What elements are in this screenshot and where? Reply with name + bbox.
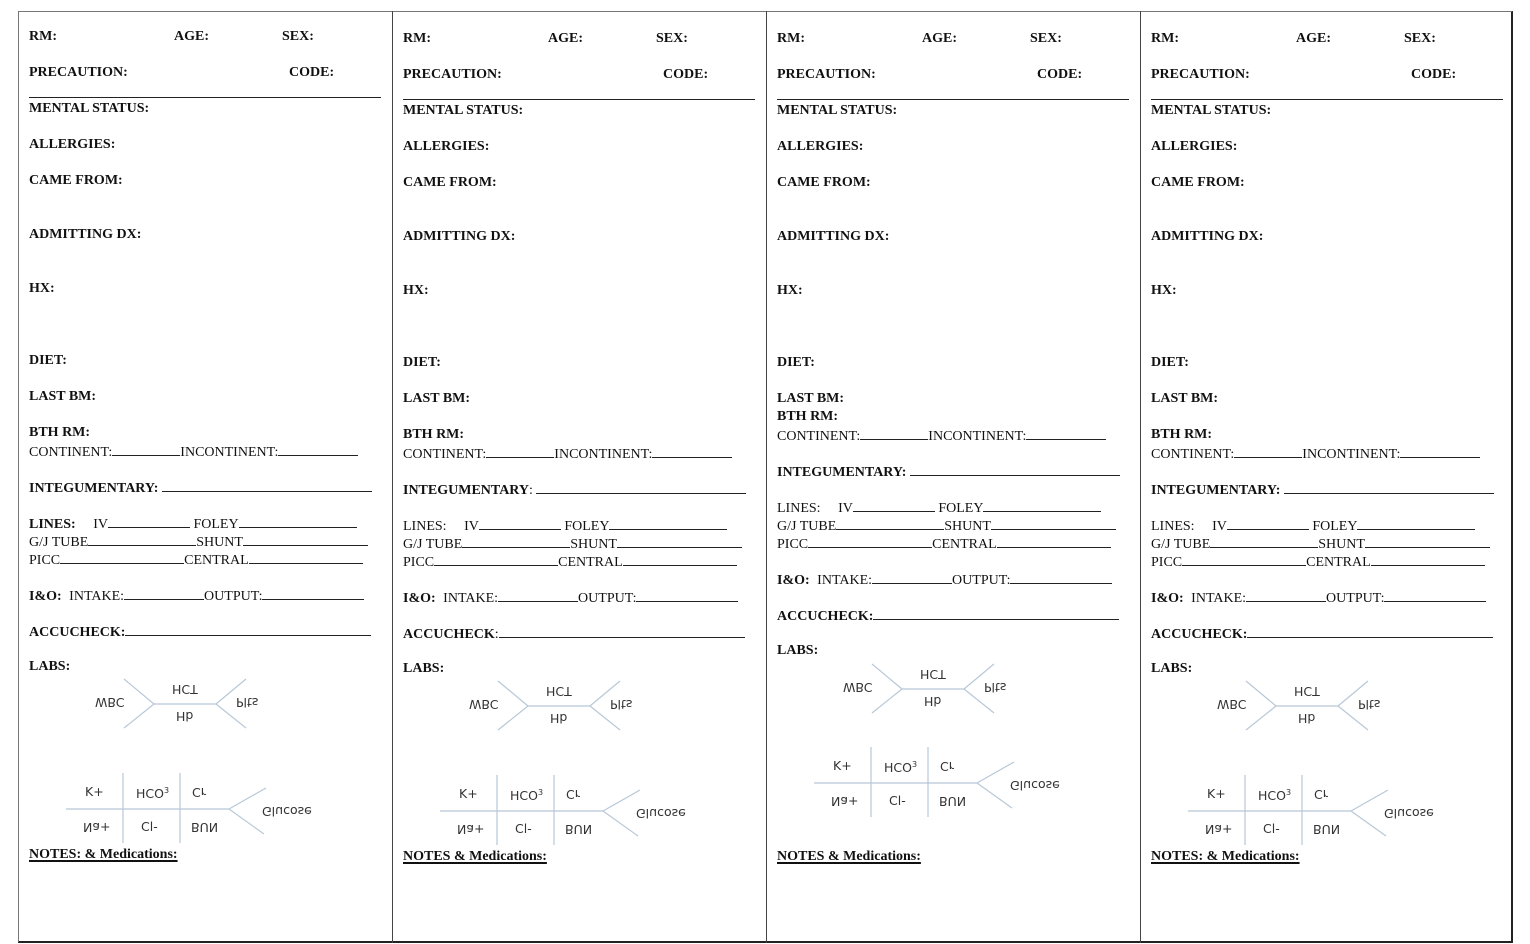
- continent-label: CONTINENT:: [403, 447, 487, 462]
- picc-label: PICC: [403, 555, 435, 570]
- intake-label: INTAKE:: [443, 591, 499, 606]
- output-label: OUTPUT:: [952, 573, 1011, 588]
- gj-tube-blank[interactable]: [836, 517, 944, 530]
- incontinent-blank[interactable]: [652, 445, 732, 458]
- integumentary-blank[interactable]: [910, 463, 1120, 476]
- lines-row-2: [1151, 535, 1490, 553]
- integumentary-colon: :: [1275, 483, 1281, 498]
- admitting-dx-field[interactable]: ADMITTING DX:: [29, 227, 142, 242]
- foley-blank[interactable]: [239, 515, 357, 528]
- mental-status-field[interactable]: MENTAL STATUS:: [403, 103, 524, 118]
- incontinent-label: INCONTINENT:: [1302, 447, 1401, 462]
- age-label[interactable]: AGE:: [1296, 31, 1331, 46]
- accucheck-colon: :: [868, 609, 874, 624]
- bun-label: BUN: [1313, 822, 1341, 837]
- lines-label: LINES:: [403, 519, 447, 534]
- lines-label: LINES:: [1151, 519, 1195, 534]
- intake-blank[interactable]: [872, 571, 952, 584]
- accucheck-blank[interactable]: [873, 607, 1119, 620]
- header-separator: [29, 97, 381, 98]
- continent-label: CONTINENT:: [1151, 447, 1235, 462]
- output-blank[interactable]: [262, 587, 364, 600]
- mental-status-field[interactable]: MENTAL STATUS:: [1151, 103, 1272, 118]
- notes-medications-area[interactable]: [29, 871, 381, 937]
- came-from-field[interactable]: CAME FROM:: [29, 173, 123, 188]
- hco-text: HCO: [510, 788, 538, 804]
- gj-tube-label: G/J TUBE: [403, 537, 463, 552]
- output-blank[interactable]: [1384, 589, 1486, 602]
- chloride-label: Cl-: [141, 819, 158, 834]
- chloride-label: Cl-: [1263, 821, 1280, 836]
- patient-column-2: [392, 11, 766, 943]
- shunt-label: SHUNT: [570, 537, 617, 552]
- glucose-label: Glucose: [636, 806, 686, 821]
- bth-rm-label: BTH RM:: [29, 425, 91, 440]
- plts-label: Plts: [236, 695, 259, 710]
- foley-blank[interactable]: [1357, 517, 1475, 530]
- wbc-label: WBC: [95, 695, 125, 710]
- central-label: CENTRAL: [184, 553, 249, 568]
- gj-tube-label: G/J TUBE: [777, 519, 837, 534]
- bun-label: BUN: [565, 822, 593, 837]
- chloride-label: Cl-: [515, 821, 532, 836]
- picc-blank[interactable]: [60, 551, 184, 564]
- lines-row-1: [29, 515, 357, 533]
- mental-status-field[interactable]: MENTAL STATUS:: [29, 101, 150, 116]
- iv-blank[interactable]: [853, 499, 935, 512]
- io-row: [403, 589, 738, 607]
- foley-label: FOLEY: [1312, 519, 1358, 534]
- bun-label: BUN: [939, 794, 967, 809]
- central-label: CENTRAL: [932, 537, 997, 552]
- integumentary-colon: :: [901, 465, 907, 480]
- allergies-field[interactable]: ALLERGIES:: [1151, 139, 1238, 154]
- admitting-dx-field[interactable]: ADMITTING DX:: [777, 229, 890, 244]
- output-blank[interactable]: [1010, 571, 1112, 584]
- lines-row-3: [29, 551, 363, 569]
- code-label[interactable]: CODE:: [1037, 67, 1083, 82]
- creatinine-label: Cr: [940, 759, 954, 774]
- hct-label: HCT: [546, 684, 572, 699]
- rm-age-sex-row: [403, 31, 688, 47]
- incontinent-blank[interactable]: [1026, 427, 1106, 440]
- patient-column-1: [18, 11, 392, 943]
- incontinent-label: INCONTINENT:: [554, 447, 653, 462]
- iv-blank[interactable]: [479, 517, 561, 530]
- code-label[interactable]: CODE:: [1411, 67, 1457, 82]
- picc-label: PICC: [1151, 555, 1183, 570]
- accucheck-row: [403, 625, 745, 643]
- incontinent-label: INCONTINENT:: [928, 429, 1027, 444]
- integumentary-blank[interactable]: [536, 481, 746, 494]
- output-label: OUTPUT:: [1326, 591, 1385, 606]
- allergies-field[interactable]: ALLERGIES:: [29, 137, 116, 152]
- hb-label: Hb: [176, 709, 194, 724]
- potassium-label: K+: [85, 784, 104, 799]
- wbc-label: WBC: [1217, 697, 1247, 712]
- output-label: OUTPUT:: [204, 589, 263, 604]
- integumentary-row: [403, 481, 746, 499]
- cbc-fishbone-diagram: [84, 679, 284, 739]
- central-label: CENTRAL: [1306, 555, 1371, 570]
- picc-blank[interactable]: [434, 553, 558, 566]
- iv-label: IV: [93, 517, 108, 532]
- last-bm-field[interactable]: LAST BM:: [29, 389, 97, 404]
- allergies-field[interactable]: ALLERGIES:: [777, 139, 864, 154]
- patient-column-4: [1140, 11, 1514, 943]
- accucheck-colon: :: [494, 627, 499, 642]
- picc-label: PICC: [777, 537, 809, 552]
- hco-superscript: 3: [1285, 788, 1292, 797]
- diet-field[interactable]: DIET:: [403, 355, 441, 370]
- plts-label: Plts: [610, 697, 633, 712]
- sex-label[interactable]: SEX:: [656, 31, 688, 46]
- intake-label: INTAKE:: [817, 573, 873, 588]
- hb-label: Hb: [550, 711, 568, 726]
- came-from-field[interactable]: CAME FROM:: [777, 175, 871, 190]
- sex-label[interactable]: SEX:: [1030, 31, 1062, 46]
- creatinine-label: Cr: [192, 785, 206, 800]
- lines-row-1: [1151, 517, 1475, 535]
- bun-label: BUN: [191, 820, 219, 835]
- continent-blank[interactable]: [112, 443, 180, 456]
- rm-age-sex-row: [1151, 31, 1436, 47]
- bth-rm-label: BTH RM:: [1151, 427, 1213, 442]
- picc-label: PICC: [29, 553, 61, 568]
- central-label: CENTRAL: [558, 555, 623, 570]
- bicarbonate-label: [1258, 786, 1291, 803]
- labs-label: LABS:: [403, 661, 445, 676]
- continence-row: [777, 427, 1106, 445]
- hx-field[interactable]: HX:: [1151, 283, 1177, 298]
- admitting-dx-field[interactable]: ADMITTING DX:: [403, 229, 516, 244]
- accucheck-blank[interactable]: [499, 625, 745, 638]
- last-bm-field[interactable]: LAST BM:: [1151, 391, 1219, 406]
- continence-row: [29, 443, 358, 461]
- labs-label: LABS:: [777, 643, 819, 658]
- io-label: I&O:: [777, 573, 810, 588]
- hco-text: HCO: [136, 786, 164, 802]
- notes-medications-area[interactable]: [403, 873, 755, 937]
- lines-row-3: [1151, 553, 1485, 571]
- sodium-label: Na+: [1205, 822, 1233, 837]
- notes-medications-heading: NOTES & Medications:: [403, 849, 547, 864]
- bmp-fishbone-diagram: [814, 747, 1074, 817]
- integumentary-row: [777, 463, 1120, 481]
- continence-row: [403, 445, 732, 463]
- code-label[interactable]: CODE:: [289, 65, 335, 80]
- header-separator: [1151, 99, 1503, 100]
- bmp-fishbone-diagram: [66, 773, 326, 843]
- integumentary-label: INTEGUMENTARY: [777, 465, 902, 480]
- accucheck-row: [29, 623, 371, 641]
- rm-age-sex-row: [29, 29, 314, 45]
- rm-label[interactable]: RM:: [1151, 31, 1179, 46]
- precaution-code-row: [29, 65, 335, 81]
- age-label[interactable]: AGE:: [548, 31, 583, 46]
- hct-label: HCT: [920, 667, 946, 682]
- shunt-label: SHUNT: [1318, 537, 1365, 552]
- central-blank[interactable]: [997, 535, 1111, 548]
- gj-tube-label: G/J TUBE: [1151, 537, 1211, 552]
- admitting-dx-field[interactable]: ADMITTING DX:: [1151, 229, 1264, 244]
- code-label[interactable]: CODE:: [663, 67, 709, 82]
- lines-row-2: [403, 535, 742, 553]
- shunt-blank[interactable]: [617, 535, 742, 548]
- integumentary-blank[interactable]: [162, 479, 372, 492]
- iv-label: IV: [1212, 519, 1227, 534]
- potassium-label: K+: [459, 786, 478, 801]
- picc-blank[interactable]: [808, 535, 932, 548]
- accucheck-label: ACCUCHECK: [1151, 627, 1243, 642]
- output-label: OUTPUT:: [578, 591, 637, 606]
- sodium-label: Na+: [83, 820, 111, 835]
- hco-text: HCO: [884, 760, 912, 776]
- intake-label: INTAKE:: [1191, 591, 1247, 606]
- central-blank[interactable]: [1371, 553, 1485, 566]
- wbc-label: WBC: [843, 680, 873, 695]
- rm-label[interactable]: RM:: [403, 31, 431, 46]
- bicarbonate-label: [884, 758, 917, 775]
- cbc-fishbone-diagram: [832, 664, 1032, 724]
- accucheck-colon: :: [1242, 627, 1248, 642]
- foley-label: FOLEY: [193, 517, 239, 532]
- foley-label: FOLEY: [938, 501, 984, 516]
- bth-rm-label: BTH RM:: [403, 427, 465, 442]
- shunt-label: SHUNT: [944, 519, 991, 534]
- rm-age-sex-row: [777, 31, 1062, 47]
- bicarbonate-label: [510, 786, 543, 803]
- glucose-label: Glucose: [1384, 806, 1434, 821]
- intake-label: INTAKE:: [69, 589, 125, 604]
- accucheck-colon: :: [120, 625, 126, 640]
- iv-blank[interactable]: [108, 515, 190, 528]
- notes-medications-area[interactable]: [777, 873, 1129, 937]
- cbc-fishbone-diagram: [458, 681, 658, 741]
- labs-label: LABS:: [29, 659, 71, 674]
- wbc-label: WBC: [469, 697, 499, 712]
- precaution-label[interactable]: PRECAUTION:: [1151, 67, 1250, 82]
- hx-field[interactable]: HX:: [29, 281, 55, 296]
- integumentary-colon: :: [153, 481, 159, 496]
- iv-blank[interactable]: [1227, 517, 1309, 530]
- patient-column-3: [766, 11, 1140, 943]
- shunt-label: SHUNT: [196, 535, 243, 550]
- gj-tube-label: G/J TUBE: [29, 535, 89, 550]
- io-row: [1151, 589, 1486, 607]
- intake-blank[interactable]: [124, 587, 204, 600]
- accucheck-row: [1151, 625, 1493, 643]
- continent-label: CONTINENT:: [777, 429, 861, 444]
- accucheck-label: ACCUCHECK: [777, 609, 869, 624]
- continent-blank[interactable]: [860, 427, 928, 440]
- gj-tube-blank[interactable]: [1210, 535, 1318, 548]
- io-row: [29, 587, 364, 605]
- sex-label[interactable]: SEX:: [1404, 31, 1436, 46]
- plts-label: Plts: [984, 680, 1007, 695]
- sodium-label: Na+: [831, 794, 859, 809]
- potassium-label: K+: [833, 758, 852, 773]
- integumentary-label: INTEGUMENTARY: [29, 481, 154, 496]
- continence-row: [1151, 445, 1480, 463]
- sex-label[interactable]: SEX:: [282, 29, 314, 44]
- header-separator: [403, 99, 755, 100]
- output-blank[interactable]: [636, 589, 738, 602]
- plts-label: Plts: [1358, 697, 1381, 712]
- incontinent-label: INCONTINENT:: [180, 445, 279, 460]
- notes-medications-area[interactable]: [1151, 873, 1503, 937]
- chloride-label: Cl-: [889, 793, 906, 808]
- glucose-label: Glucose: [262, 804, 312, 819]
- lines-label: LINES:: [777, 501, 821, 516]
- incontinent-blank[interactable]: [1400, 445, 1480, 458]
- precaution-code-row: [777, 67, 1083, 83]
- came-from-field[interactable]: CAME FROM:: [1151, 175, 1245, 190]
- age-label[interactable]: AGE:: [922, 31, 957, 46]
- rm-label[interactable]: RM:: [29, 29, 57, 44]
- intake-blank[interactable]: [498, 589, 578, 602]
- io-label: I&O:: [1151, 591, 1184, 606]
- continent-label: CONTINENT:: [29, 445, 113, 460]
- hct-label: HCT: [172, 682, 198, 697]
- diet-field[interactable]: DIET:: [1151, 355, 1189, 370]
- hb-label: Hb: [1298, 711, 1316, 726]
- integumentary-label: INTEGUMENTARY: [403, 483, 530, 498]
- precaution-label[interactable]: PRECAUTION:: [777, 67, 876, 82]
- lines-row-3: [777, 535, 1111, 553]
- shunt-blank[interactable]: [243, 533, 368, 546]
- creatinine-label: Cr: [1314, 787, 1328, 802]
- continent-blank[interactable]: [1234, 445, 1302, 458]
- incontinent-blank[interactable]: [278, 443, 358, 456]
- hco-superscript: 3: [537, 788, 544, 797]
- age-label[interactable]: AGE:: [174, 29, 209, 44]
- lines-row-2: [29, 533, 368, 551]
- came-from-field[interactable]: CAME FROM:: [403, 175, 497, 190]
- hct-label: HCT: [1294, 684, 1320, 699]
- iv-label: IV: [464, 519, 479, 534]
- bth-rm-label: BTH RM:: [777, 409, 839, 424]
- lines-row-2: [777, 517, 1116, 535]
- gj-tube-blank[interactable]: [462, 535, 570, 548]
- accucheck-label: ACCUCHECK: [29, 625, 121, 640]
- bmp-fishbone-diagram: [1188, 775, 1448, 845]
- allergies-field[interactable]: ALLERGIES:: [403, 139, 490, 154]
- diet-field[interactable]: DIET:: [29, 353, 67, 368]
- integumentary-label: INTEGUMENTARY: [1151, 483, 1276, 498]
- hx-field[interactable]: HX:: [777, 283, 803, 298]
- picc-blank[interactable]: [1182, 553, 1306, 566]
- integumentary-row: [29, 479, 372, 497]
- creatinine-label: Cr: [566, 787, 580, 802]
- accucheck-blank[interactable]: [1247, 625, 1493, 638]
- precaution-code-row: [403, 67, 709, 83]
- rm-label[interactable]: RM:: [777, 31, 805, 46]
- io-label: I&O:: [29, 589, 62, 604]
- mental-status-field[interactable]: MENTAL STATUS:: [777, 103, 898, 118]
- lines-row-3: [403, 553, 737, 571]
- io-label: I&O:: [403, 591, 436, 606]
- cbc-fishbone-diagram: [1206, 681, 1406, 741]
- header-separator: [777, 99, 1129, 100]
- last-bm-field[interactable]: LAST BM:: [403, 391, 471, 406]
- sodium-label: Na+: [457, 822, 485, 837]
- hco-superscript: 3: [163, 786, 170, 795]
- hx-field[interactable]: HX:: [403, 283, 429, 298]
- continent-blank[interactable]: [486, 445, 554, 458]
- precaution-label[interactable]: PRECAUTION:: [29, 65, 128, 80]
- lines-row-1: [403, 517, 727, 535]
- notes-medications-heading: NOTES & Medications:: [777, 849, 921, 864]
- hco-text: HCO: [1258, 788, 1286, 804]
- accucheck-blank[interactable]: [125, 623, 371, 636]
- lines-row-1: [777, 499, 1101, 517]
- hb-label: Hb: [924, 694, 942, 709]
- labs-label: LABS:: [1151, 661, 1193, 676]
- shunt-blank[interactable]: [991, 517, 1116, 530]
- bmp-fishbone-diagram: [440, 775, 700, 845]
- shunt-blank[interactable]: [1365, 535, 1490, 548]
- integumentary-blank[interactable]: [1284, 481, 1494, 494]
- foley-label: FOLEY: [564, 519, 610, 534]
- diet-field[interactable]: DIET:: [777, 355, 815, 370]
- bicarbonate-label: [136, 784, 169, 801]
- glucose-label: Glucose: [1010, 778, 1060, 793]
- integumentary-colon: :: [529, 483, 533, 498]
- potassium-label: K+: [1207, 786, 1226, 801]
- central-blank[interactable]: [249, 551, 363, 564]
- notes-medications-heading: NOTES: & Medications:: [29, 847, 178, 862]
- lines-label: LINES:: [29, 517, 76, 532]
- intake-blank[interactable]: [1246, 589, 1326, 602]
- central-blank[interactable]: [623, 553, 737, 566]
- last-bm-field[interactable]: LAST BM:: [777, 391, 845, 406]
- hco-superscript: 3: [911, 760, 918, 769]
- io-row: [777, 571, 1112, 589]
- precaution-label[interactable]: PRECAUTION:: [403, 67, 502, 82]
- accucheck-label: ACCUCHECK: [403, 627, 495, 642]
- gj-tube-blank[interactable]: [88, 533, 196, 546]
- notes-medications-heading: NOTES: & Medications:: [1151, 849, 1300, 864]
- accucheck-row: [777, 607, 1119, 625]
- integumentary-row: [1151, 481, 1494, 499]
- iv-label: IV: [838, 501, 853, 516]
- precaution-code-row: [1151, 67, 1457, 83]
- foley-blank[interactable]: [983, 499, 1101, 512]
- foley-blank[interactable]: [609, 517, 727, 530]
